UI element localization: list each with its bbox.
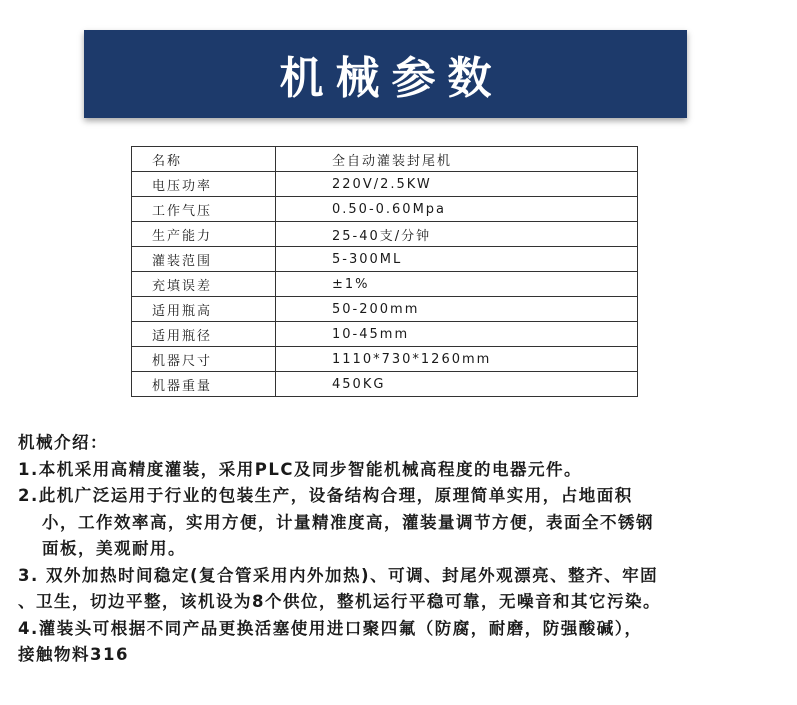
- page-title: 机械参数: [279, 53, 504, 104]
- intro-line: 3. 双外加热时间稳定(复合管采用内外加热)、可调、封尾外观漂亮、整齐、牢固: [18, 565, 659, 585]
- parameter-table: [131, 146, 638, 397]
- param-label: 生产能力: [132, 222, 276, 247]
- param-label: 充填误差: [132, 272, 276, 297]
- param-value: 450KG: [276, 372, 638, 397]
- intro-line: 4.灌装头可根据不同产品更换活塞使用进口聚四氟（防腐，耐磨，防强酸碱），: [18, 618, 643, 638]
- param-label: 电压功率: [132, 172, 276, 197]
- table-row: [132, 247, 638, 272]
- param-value: 5-300ML: [276, 247, 638, 272]
- param-value: 0.50-0.60Mpa: [276, 197, 638, 222]
- intro-line: 2.此机广泛运用于行业的包装生产，设备结构合理，原理简单实用，占地面积: [18, 486, 633, 505]
- table-row: [132, 347, 638, 372]
- table-row: [132, 372, 638, 397]
- param-value: 25-40支/分钟: [276, 222, 638, 247]
- param-label: 适用瓶高: [132, 297, 276, 322]
- param-label: 名称: [132, 147, 276, 172]
- table-row: [132, 147, 638, 172]
- table-row: [132, 197, 638, 222]
- param-label: 工作气压: [132, 197, 276, 222]
- title-banner: [84, 30, 687, 118]
- param-label: 机器重量: [132, 372, 276, 397]
- param-value: 全自动灌装封尾机: [276, 147, 638, 172]
- intro-line: 面板，美观耐用。: [42, 539, 186, 558]
- intro-line: 小，工作效率高，实用方便，计量精准度高，灌装量调节方便，表面全不锈钢: [42, 512, 654, 532]
- table-row: [132, 322, 638, 347]
- param-label: 机器尺寸: [132, 347, 276, 372]
- param-label: 灌装范围: [132, 247, 276, 272]
- param-value: 50-200mm: [276, 297, 638, 322]
- intro-line: 1.本机采用高精度灌装，采用PLC及同步智能机械高程度的电器元件。: [18, 459, 582, 479]
- intro-line: 接触物料316: [18, 645, 129, 664]
- intro-heading: 机械介绍：: [18, 433, 108, 452]
- param-label: 适用瓶径: [132, 322, 276, 347]
- machine-introduction: [18, 430, 788, 669]
- param-value: ±1%: [276, 272, 638, 297]
- table-row: [132, 272, 638, 297]
- param-value: 1110*730*1260mm: [276, 347, 638, 372]
- table-row: [132, 222, 638, 247]
- param-value: 220V/2.5KW: [276, 172, 638, 197]
- intro-line: 、卫生，切边平整，该机设为8个供位，整机运行平稳可靠，无噪音和其它污染。: [18, 592, 661, 611]
- table-row: [132, 172, 638, 197]
- param-value: 10-45mm: [276, 322, 638, 347]
- table-row: [132, 297, 638, 322]
